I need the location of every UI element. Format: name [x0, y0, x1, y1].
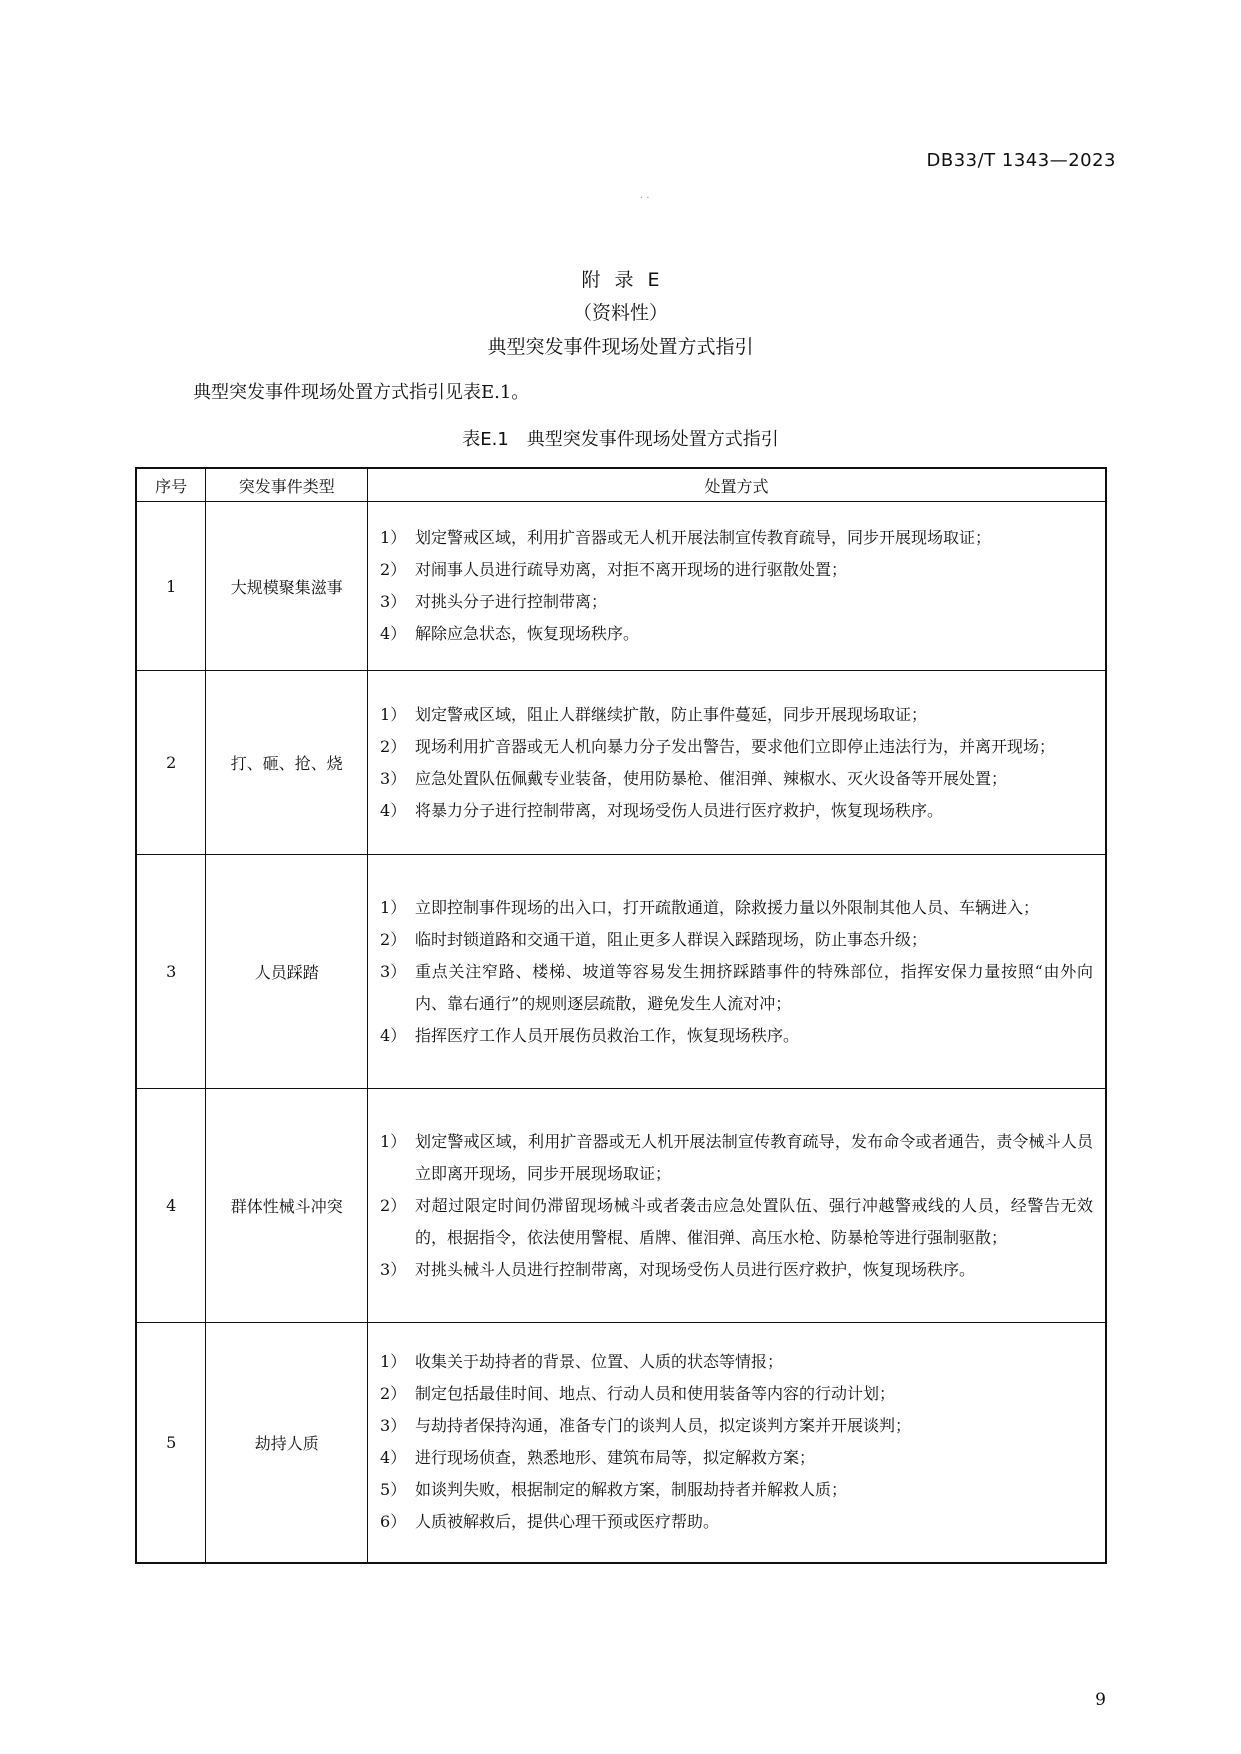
- measure-text: 解除应急状态，恢复现场秩序。: [415, 624, 640, 643]
- measure-marker: 6）: [380, 1512, 407, 1532]
- guide-table: [135, 467, 1107, 1564]
- measure-marker: 1）: [380, 897, 407, 917]
- measure-text: 立即控制事件现场的出入口，打开疏散通道，除救援力量以外限制其他人员、车辆进入；: [415, 897, 1040, 917]
- measure-text: 收集关于劫持者的背景、位置、人质的状态等情报；: [415, 1352, 784, 1372]
- measure-item: [380, 522, 1093, 554]
- measure-text: 对超过限定时间仍滞留现场械斗或者袭击应急处置队伍、强行冲越警戒线的人员，经警告无效的，根据指令，依法使用警棍、盾牌、催泪弹、高压水枪、防暴枪等进行强制驱散；: [415, 1195, 1093, 1247]
- measure-item: [380, 763, 1093, 795]
- measure-marker: 2）: [380, 1195, 407, 1215]
- measure-marker: 2）: [380, 736, 407, 756]
- measure-marker: 3）: [380, 961, 407, 981]
- measure-marker: 1）: [380, 704, 407, 724]
- measure-text: 划定警戒区域，利用扩音器或无人机开展法制宣传教育疏导，发布命令或者通告，责令械斗人员立即离开现场，同步开展现场取证；: [415, 1131, 1093, 1183]
- measure-text: 重点关注窄路、楼梯、坡道等容易发生拥挤踩踏事件的特殊部位，指挥安保力量按照“由外向内、靠右通行”的规则逐层疏散，避免发生人流对冲；: [415, 961, 1093, 1013]
- measure-text: 制定包括最佳时间、地点、行动人员和使用装备等内容的行动计划；: [415, 1384, 896, 1404]
- table-row: [136, 671, 1106, 855]
- measure-item: [380, 1254, 1093, 1286]
- intro-paragraph: 典型突发事件现场处置方式指引见表E.1。: [193, 382, 530, 403]
- measure-item: [380, 554, 1093, 586]
- measure-text: 进行现场侦查，熟悉地形、建筑布局等，拟定解救方案；: [415, 1448, 816, 1468]
- measure-item: [380, 1474, 1093, 1506]
- measure-item: [380, 1378, 1093, 1410]
- row-number: 3: [136, 855, 206, 1089]
- row-number: 2: [136, 671, 206, 855]
- measure-marker: 3）: [380, 592, 407, 611]
- measure-marker: 4）: [380, 1448, 407, 1468]
- measure-marker: 1）: [380, 528, 407, 547]
- appendix-type: （资料性）: [572, 302, 668, 324]
- measure-marker: 1）: [380, 1131, 407, 1151]
- measure-marker: 4）: [380, 800, 407, 820]
- measure-item: [380, 1126, 1093, 1190]
- measure-marker: 5）: [380, 1480, 407, 1500]
- measure-marker: 1）: [380, 1352, 407, 1372]
- measure-item: [380, 1442, 1093, 1474]
- measure-text: 与劫持者保持沟通，准备专门的谈判人员，拟定谈判方案并开展谈判；: [415, 1416, 912, 1436]
- measure-text: 现场利用扩音器或无人机向暴力分子发出警告，要求他们立即停止违法行为，并离开现场；: [415, 736, 1056, 756]
- measure-item: [380, 892, 1093, 924]
- measure-item: [380, 586, 1093, 618]
- measures-cell: [368, 1323, 1106, 1563]
- appendix-name: 典型突发事件现场处置方式指引: [487, 336, 754, 358]
- measure-text: 指挥医疗工作人员开展伤员救治工作，恢复现场秩序。: [415, 1025, 800, 1045]
- measures-cell: [368, 502, 1106, 671]
- event-type: 大规模聚集滋事: [206, 502, 368, 671]
- page-number: 9: [1095, 1690, 1106, 1710]
- event-type: 人员踩踏: [206, 855, 368, 1089]
- measure-text: 划定警戒区域，利用扩音器或无人机开展法制宣传教育疏导，同步开展现场取证；: [415, 528, 992, 547]
- measure-item: [380, 924, 1093, 956]
- header-type: 突发事件类型: [206, 468, 368, 502]
- measure-item: [380, 699, 1093, 731]
- measure-text: 人质被解救后，提供心理干预或医疗帮助。: [415, 1512, 720, 1532]
- table-row: [136, 855, 1106, 1089]
- measure-marker: 3）: [380, 768, 407, 788]
- measure-marker: 3）: [380, 1259, 407, 1279]
- measure-marker: 2）: [380, 560, 407, 579]
- measure-marker: 2）: [380, 929, 407, 949]
- table-row: [136, 1089, 1106, 1323]
- appendix-title: 附录E: [581, 269, 674, 291]
- measures-cell: [368, 855, 1106, 1089]
- measure-text: 划定警戒区域，阻止人群继续扩散，防止事件蔓延，同步开展现场取证；: [415, 704, 928, 724]
- row-number: 1: [136, 502, 206, 671]
- measure-marker: 2）: [380, 1384, 407, 1404]
- table-header-row: [136, 468, 1106, 502]
- measure-item: [380, 795, 1093, 827]
- measures-cell: [368, 671, 1106, 855]
- measure-text: 如谈判失败，根据制定的解救方案，制服劫持者并解救人质；: [415, 1480, 848, 1500]
- table-row: [136, 1323, 1106, 1563]
- measure-item: [380, 1020, 1093, 1052]
- measure-marker: 4）: [380, 1025, 407, 1045]
- decorative-dots: · ·: [640, 193, 650, 204]
- event-type: 打、砸、抢、烧: [206, 671, 368, 855]
- measure-text: 对闹事人员进行疏导劝离，对拒不离开现场的进行驱散处置；: [415, 560, 848, 579]
- row-number: 5: [136, 1323, 206, 1563]
- measure-item: [380, 618, 1093, 650]
- measure-marker: 3）: [380, 1416, 407, 1436]
- measure-text: 临时封锁道路和交通干道，阻止更多人群误入踩踏现场，防止事态升级；: [415, 929, 928, 949]
- measure-item: [380, 1506, 1093, 1538]
- event-type: 群体性械斗冲突: [206, 1089, 368, 1323]
- standard-code: DB33/T 1343—2023: [926, 150, 1116, 171]
- measure-item: [380, 1410, 1093, 1442]
- row-number: 4: [136, 1089, 206, 1323]
- measure-item: [380, 1190, 1093, 1254]
- header-no: 序号: [136, 468, 206, 502]
- table-caption: 表E.1 典型突发事件现场处置方式指引: [462, 429, 779, 450]
- measure-item: [380, 1346, 1093, 1378]
- measure-item: [380, 731, 1093, 763]
- measure-marker: 4）: [380, 624, 407, 643]
- measure-text: 应急处置队伍佩戴专业装备，使用防暴枪、催泪弹、辣椒水、灭火设备等开展处置；: [415, 768, 1008, 788]
- measure-text: 对挑头械斗人员进行控制带离，对现场受伤人员进行医疗救护，恢复现场秩序。: [415, 1259, 976, 1279]
- measures-cell: [368, 1089, 1106, 1323]
- event-type: 劫持人质: [206, 1323, 368, 1563]
- measure-text: 将暴力分子进行控制带离，对现场受伤人员进行医疗救护，恢复现场秩序。: [415, 800, 944, 820]
- measure-text: 对挑头分子进行控制带离；: [415, 592, 608, 611]
- table-row: [136, 502, 1106, 671]
- header-measures: 处置方式: [368, 468, 1106, 502]
- measure-item: [380, 956, 1093, 1020]
